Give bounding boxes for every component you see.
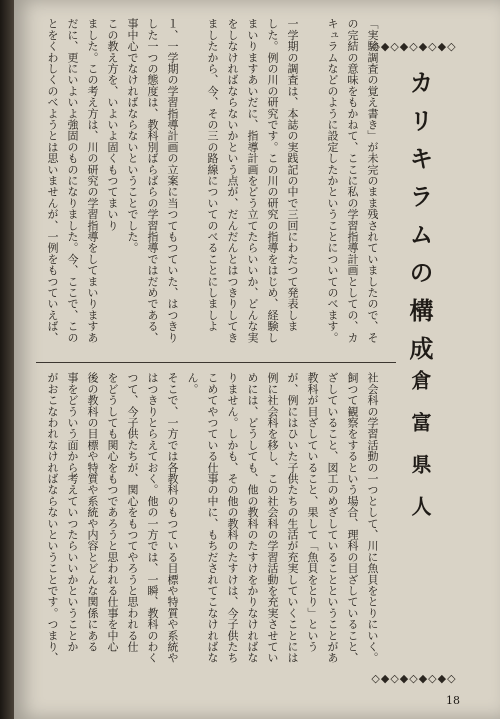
bottom-column-text: 教科が目ざしていること、果して「魚貝をとり」という: [306, 372, 319, 652]
top-ornament: ◇◆◇◆◇◆◇◆◇: [371, 40, 457, 53]
bottom-column-text: 飼つて観察をするという場合、理科の目ざしていること、: [346, 372, 359, 664]
bottom-column-text: めには、どうしても、他の教科のたすけをかりなければな: [246, 372, 259, 664]
top-column-text: 一学期の調査は、本誌の実践記の中で三回にわたつて発表しま: [286, 18, 299, 332]
top-column-text: キュラムなどのように設定したかということについてのべます。: [326, 18, 339, 343]
bottom-ornament: ◇◆◇◆◇◆◇◆◇: [371, 672, 457, 685]
top-column-text: をしなければならないかという点が、だんだんとはつきりしてき: [226, 18, 239, 343]
bottom-column-text: をどうしても関心をもつであろうと思われる仕事を中心: [106, 372, 119, 652]
bottom-column-text: 社会科の学習活動の一つとして、川に魚貝をとりにいく。: [366, 372, 379, 664]
article-author: 倉富県人: [408, 370, 432, 538]
top-column-text: この教え方を、いよいよ固くもつてまいり: [106, 18, 119, 231]
bottom-column-text: そこで、一方では各教科のもつている目標や特質や系統や: [166, 372, 179, 664]
bottom-column-text: こめてやつている仕事の中に、もちだされてこなければな: [206, 372, 219, 664]
bottom-column-text: が、例にはひいた子供たちの生活が充実していくことには: [286, 372, 299, 664]
top-column-text: ましたから、今、その三の路線についてのべることにしましよ: [206, 18, 219, 332]
top-column-text: １、一学期の学習指導計画の立案に当つてもつていた、はつきり: [166, 18, 179, 343]
top-column-text: [184, 18, 200, 348]
top-column-text: ました。この考え方は、川の研究の学習指導をしてまいりますあ: [86, 18, 99, 343]
top-column-text: の完結の意味をもかねて、ここに私の学習指導計画としての、カ: [346, 18, 359, 343]
bottom-column-text: ん。: [186, 372, 199, 395]
bottom-column-text: がおこなわれなければならないということです。つまり、: [46, 372, 59, 664]
bottom-column-text: はつきりとらえておく。他の一方では、一瞬、教科のわく: [146, 372, 159, 664]
page-number: 18: [446, 694, 460, 707]
bottom-column-text: りません。しかも、その他の教科のたすけは、今子供たち: [226, 372, 239, 664]
top-column-text: [304, 18, 320, 348]
top-column-text: だに、更にいよいよ強固のものになりました。今、ここで、この: [66, 18, 79, 343]
bottom-column-text: 事をどういう面から考えていつたらいいかということか: [66, 372, 79, 652]
bottom-column-text: つて、今子供たちが、関心をもつてやろうと思われる仕: [126, 372, 139, 652]
book-spine-shadow: [0, 0, 14, 719]
section-divider: [36, 362, 396, 363]
top-column-text: まいりますあいだに、指導計画をどう立てたらいいか、どんな実: [246, 18, 259, 343]
top-column-text: 「実験調査の覚え書き」が未完のまま残されていましたので、そ: [366, 18, 379, 343]
article-title: カリキラムの構成: [405, 70, 434, 374]
bottom-column-text: 例に社会科を移し、この社会科の学習活動を充実させてい: [266, 372, 279, 664]
document-page: [14, 0, 500, 719]
top-column-text: した。例の川の研究です。この川の研究の指導をはじめ、経験し: [266, 18, 279, 343]
bottom-column-text: ざしていること、図工のめざしていることということがあ: [326, 372, 339, 664]
top-column-text: 事中心でなければならないということでした。: [126, 18, 139, 254]
bottom-column-text: 後の教科の目標や特質や系統や内容とどんな関係にある: [86, 372, 99, 652]
top-column-text: とをくわしくのべようとは思いませんが、一例をもつていえば、: [46, 18, 59, 343]
top-column-text: した一つの態度は、教科別ばらばらの学習指導ではだめである、: [146, 18, 159, 343]
